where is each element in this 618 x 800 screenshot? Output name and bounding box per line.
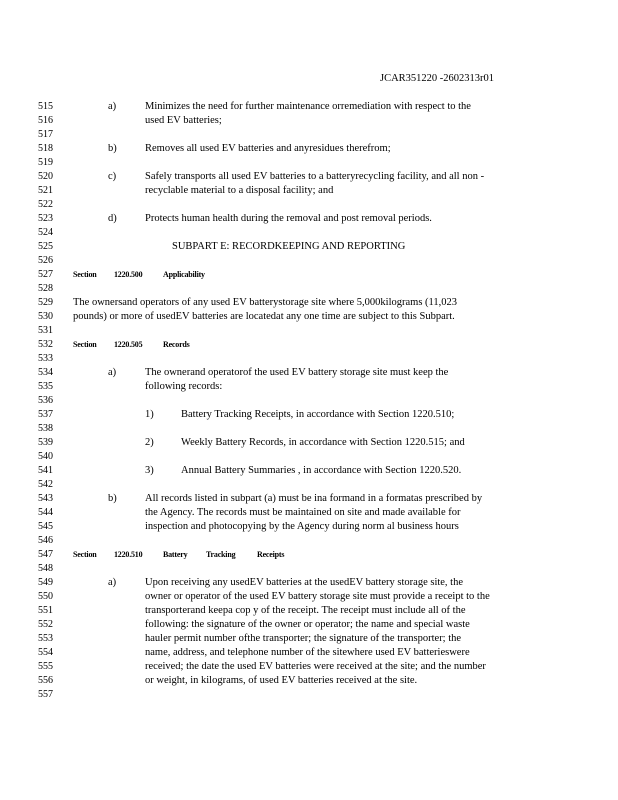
line-number: 526 xyxy=(38,255,53,266)
records-3-label: 3) xyxy=(145,465,154,476)
line-number: 529 xyxy=(38,297,53,308)
line-number: 528 xyxy=(38,283,53,294)
line-number: 548 xyxy=(38,563,53,574)
line-number: 516 xyxy=(38,115,53,126)
tracking-line: or weight, in kilograms, of used EV batteries received at the site. xyxy=(145,675,418,686)
records-b-line-2: the Agency. The records must be maintained on site and made available for xyxy=(145,507,461,518)
line-number: 515 xyxy=(38,101,53,112)
subpart-heading: SUBPART E: RECORDKEEPING AND REPORTING xyxy=(172,241,406,252)
section-510-word: Section xyxy=(73,550,97,559)
line-number: 534 xyxy=(38,367,53,378)
records-1-text: Battery Tracking Receipts, in accordance with Section 1220.510; xyxy=(181,409,455,420)
tracking-line: following: the signature of the owner or operator; the name and special waste xyxy=(145,619,470,630)
records-b-line-1: All records listed in subpart (a) must be ina formand in a formatas prescribed by xyxy=(145,493,483,504)
section-510-title-1: Battery xyxy=(163,550,188,559)
records-a-line-2: following records: xyxy=(145,381,223,392)
records-2-label: 2) xyxy=(145,437,154,448)
line-number: 533 xyxy=(38,353,53,364)
line-number: 556 xyxy=(38,675,53,686)
line-number: 540 xyxy=(38,451,53,462)
line-number: 523 xyxy=(38,213,53,224)
line-number: 520 xyxy=(38,171,53,182)
tracking-line: Upon receiving any usedEV batteries at the usedEV battery storage site, the xyxy=(145,577,464,588)
item-a-line-1: Minimizes the need for further maintenance orremediation with respect to the xyxy=(145,101,471,112)
tracking-line: received; the date the used EV batteries were received at the site; and the number xyxy=(145,661,486,672)
records-2-text: Weekly Battery Records, in accordance with Section 1220.515; and xyxy=(181,437,465,448)
line-number: 546 xyxy=(38,535,53,546)
tracking-line: owner or operator of the used EV battery storage site must provide a receipt to the xyxy=(145,591,490,602)
item-c-line-2: recyclable material to a disposal facility; and xyxy=(145,185,334,196)
line-number: 532 xyxy=(38,339,53,350)
line-number: 538 xyxy=(38,423,53,434)
line-number: 549 xyxy=(38,577,53,588)
line-number: 519 xyxy=(38,157,53,168)
applicability-line-1: The ownersand operators of any used EV batterystorage site where 5,000kilograms (11,023 xyxy=(73,297,458,308)
section-500-word: Section xyxy=(73,270,97,279)
line-number: 524 xyxy=(38,227,53,238)
section-505-number: 1220.505 xyxy=(114,340,143,349)
records-a-line-1: The ownerand operatorof the used EV battery storage site must keep the xyxy=(145,367,449,378)
line-number: 544 xyxy=(38,507,53,518)
section-505-word: Section xyxy=(73,340,97,349)
line-number: 554 xyxy=(38,647,53,658)
applicability-line-2: pounds) or more of usedEV batteries are locatedat any one time are subject to this Subpart. xyxy=(73,311,455,322)
line-number: 537 xyxy=(38,409,53,420)
line-number: 530 xyxy=(38,311,53,322)
line-number: 545 xyxy=(38,521,53,532)
records-b-label: b) xyxy=(108,493,117,504)
section-500-number: 1220.500 xyxy=(114,270,143,279)
line-number: 551 xyxy=(38,605,53,616)
item-d-line-1: Protects human health during the removal and post removal periods. xyxy=(145,213,432,224)
item-c-line-1: Safely transports all used EV batteries to a batteryrecycling facility, and all non - xyxy=(145,171,485,182)
section-505-title: Records xyxy=(163,340,190,349)
line-number: 518 xyxy=(38,143,53,154)
section-500-title: Applicability xyxy=(163,270,205,279)
tracking-line: transporterand keepa cop y of the receipt. The receipt must include all of the xyxy=(145,605,466,616)
line-number: 543 xyxy=(38,493,53,504)
line-number: 555 xyxy=(38,661,53,672)
line-number: 547 xyxy=(38,549,53,560)
item-b-label: b) xyxy=(108,143,117,154)
item-d-label: d) xyxy=(108,213,117,224)
line-number: 525 xyxy=(38,241,53,252)
section-510-title-3: Receipts xyxy=(257,550,285,559)
records-a-label: a) xyxy=(108,367,117,378)
records-b-line-3: inspection and photocopying by the Agency during norm al business hours xyxy=(145,521,459,532)
records-3-text: Annual Battery Summaries , in accordance with Section 1220.520. xyxy=(181,465,462,476)
line-number: 521 xyxy=(38,185,53,196)
item-b-line-1: Removes all used EV batteries and anyresidues therefrom; xyxy=(145,143,391,154)
tracking-line: name, address, and telephone number of the sitewhere used EV batterieswere xyxy=(145,647,470,658)
line-number: 536 xyxy=(38,395,53,406)
line-number: 542 xyxy=(38,479,53,490)
line-number: 541 xyxy=(38,465,53,476)
line-number: 522 xyxy=(38,199,53,210)
line-number: 550 xyxy=(38,591,53,602)
item-a-line-2: used EV batteries; xyxy=(145,115,222,126)
line-number: 552 xyxy=(38,619,53,630)
line-number: 557 xyxy=(38,689,53,700)
section-510-title-2: Tracking xyxy=(206,550,236,559)
document-header: JCAR351220 -2602313r01 xyxy=(380,73,495,84)
tracking-a-label: a) xyxy=(108,577,117,588)
tracking-line: hauler permit number ofthe transporter; the signature of the transporter; the xyxy=(145,633,462,644)
line-number: 531 xyxy=(38,325,53,336)
section-510-number: 1220.510 xyxy=(114,550,143,559)
item-a-label: a) xyxy=(108,101,117,112)
line-number: 539 xyxy=(38,437,53,448)
line-number: 527 xyxy=(38,269,53,280)
records-1-label: 1) xyxy=(145,409,154,420)
line-number: 553 xyxy=(38,633,53,644)
line-number: 535 xyxy=(38,381,53,392)
item-c-label: c) xyxy=(108,171,117,182)
line-number: 517 xyxy=(38,129,53,140)
